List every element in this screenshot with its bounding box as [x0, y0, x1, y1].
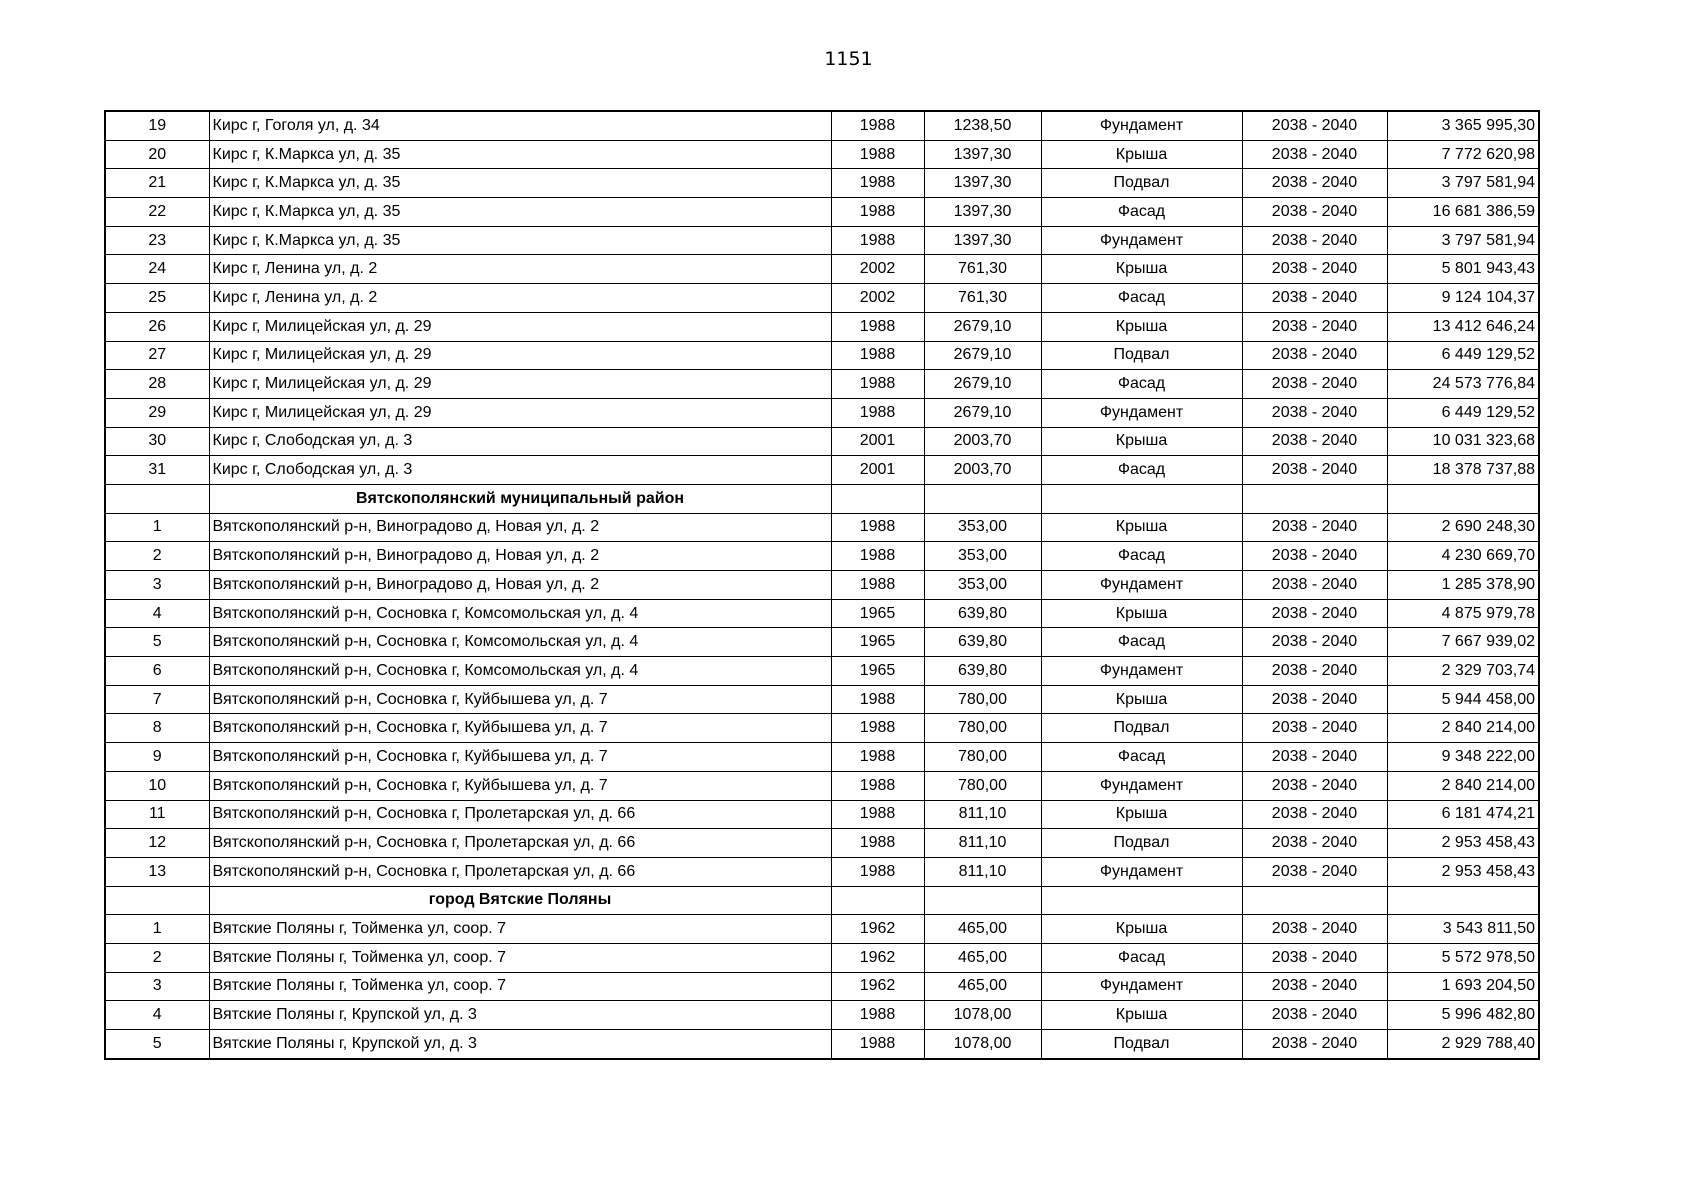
- table-row: [105, 943, 1539, 972]
- work-type-cell: Фундамент: [1041, 398, 1242, 427]
- period-cell: 2038 - 2040: [1242, 800, 1387, 829]
- table-row: [105, 1001, 1539, 1030]
- build-year-cell: 1965: [831, 628, 924, 657]
- empty-cell: [924, 886, 1041, 915]
- build-year-cell: 1965: [831, 599, 924, 628]
- cost-cell: 5 572 978,50: [1387, 943, 1539, 972]
- build-year-cell: 1988: [831, 198, 924, 227]
- work-type-cell: Подвал: [1041, 829, 1242, 858]
- cost-cell: 2 929 788,40: [1387, 1030, 1539, 1059]
- build-year-cell: 1962: [831, 972, 924, 1001]
- work-type-cell: Фасад: [1041, 743, 1242, 772]
- period-cell: 2038 - 2040: [1242, 140, 1387, 169]
- cost-cell: 2 840 214,00: [1387, 771, 1539, 800]
- area-cell: 465,00: [924, 915, 1041, 944]
- work-type-cell: Крыша: [1041, 255, 1242, 284]
- table-row: [105, 427, 1539, 456]
- table-row: [105, 542, 1539, 571]
- build-year-cell: 1988: [831, 1001, 924, 1030]
- area-cell: 2679,10: [924, 370, 1041, 399]
- period-cell: 2038 - 2040: [1242, 915, 1387, 944]
- work-type-cell: Фасад: [1041, 370, 1242, 399]
- period-cell: 2038 - 2040: [1242, 456, 1387, 485]
- row-number: 22: [105, 198, 209, 227]
- cost-cell: 3 797 581,94: [1387, 169, 1539, 198]
- row-number: 30: [105, 427, 209, 456]
- table-row: [105, 456, 1539, 485]
- empty-cell: [1242, 886, 1387, 915]
- period-cell: 2038 - 2040: [1242, 198, 1387, 227]
- address-cell: Кирс г, Слободская ул, д. 3: [209, 456, 831, 485]
- address-cell: Вятскополянский р-н, Виноградово д, Новая ул, д. 2: [209, 542, 831, 571]
- empty-cell: [1242, 484, 1387, 513]
- table-row: [105, 743, 1539, 772]
- cost-cell: 10 031 323,68: [1387, 427, 1539, 456]
- row-number: 27: [105, 341, 209, 370]
- row-number: 19: [105, 111, 209, 140]
- area-cell: 761,30: [924, 255, 1041, 284]
- address-cell: Вятские Поляны г, Тойменка ул, соор. 7: [209, 915, 831, 944]
- table-row: [105, 255, 1539, 284]
- row-number: 10: [105, 771, 209, 800]
- area-cell: 2679,10: [924, 341, 1041, 370]
- area-cell: 1078,00: [924, 1001, 1041, 1030]
- build-year-cell: 1988: [831, 140, 924, 169]
- table-row: [105, 599, 1539, 628]
- build-year-cell: 2001: [831, 427, 924, 456]
- build-year-cell: 1988: [831, 800, 924, 829]
- page-number: 1151: [824, 48, 873, 70]
- address-cell: Кирс г, Ленина ул, д. 2: [209, 284, 831, 313]
- row-number: 20: [105, 140, 209, 169]
- table-row: [105, 198, 1539, 227]
- build-year-cell: 1988: [831, 743, 924, 772]
- section-title: Вятскополянский муниципальный район: [209, 484, 831, 513]
- table-row: [105, 111, 1539, 140]
- area-cell: 2003,70: [924, 427, 1041, 456]
- period-cell: 2038 - 2040: [1242, 169, 1387, 198]
- cost-cell: 3 543 811,50: [1387, 915, 1539, 944]
- table-row: [105, 628, 1539, 657]
- table-row: [105, 972, 1539, 1001]
- cost-cell: 18 378 737,88: [1387, 456, 1539, 485]
- table-row: [105, 571, 1539, 600]
- empty-cell: [924, 484, 1041, 513]
- work-type-cell: Крыша: [1041, 513, 1242, 542]
- work-type-cell: Крыша: [1041, 685, 1242, 714]
- build-year-cell: 1988: [831, 226, 924, 255]
- table-row: [105, 771, 1539, 800]
- period-cell: 2038 - 2040: [1242, 542, 1387, 571]
- period-cell: 2038 - 2040: [1242, 829, 1387, 858]
- cost-cell: 9 124 104,37: [1387, 284, 1539, 313]
- work-type-cell: Крыша: [1041, 599, 1242, 628]
- row-number: 5: [105, 1030, 209, 1059]
- table-row: [105, 857, 1539, 886]
- section-header-row: [105, 886, 1539, 915]
- period-cell: 2038 - 2040: [1242, 255, 1387, 284]
- work-type-cell: Крыша: [1041, 1001, 1242, 1030]
- area-cell: 1078,00: [924, 1030, 1041, 1059]
- cost-cell: 3 365 995,30: [1387, 111, 1539, 140]
- row-number: 13: [105, 857, 209, 886]
- section-title: город Вятские Поляны: [209, 886, 831, 915]
- empty-cell: [1387, 484, 1539, 513]
- address-cell: Кирс г, Ленина ул, д. 2: [209, 255, 831, 284]
- build-year-cell: 1988: [831, 169, 924, 198]
- address-cell: Вятскополянский р-н, Сосновка г, Куйбышева ул, д. 7: [209, 714, 831, 743]
- work-type-cell: Фасад: [1041, 628, 1242, 657]
- empty-cell: [105, 484, 209, 513]
- area-cell: 1397,30: [924, 140, 1041, 169]
- cost-cell: 5 944 458,00: [1387, 685, 1539, 714]
- address-cell: Кирс г, Милицейская ул, д. 29: [209, 341, 831, 370]
- table-row: [105, 829, 1539, 858]
- build-year-cell: 2002: [831, 255, 924, 284]
- address-cell: Вятскополянский р-н, Сосновка г, Пролетарская ул, д. 66: [209, 857, 831, 886]
- period-cell: 2038 - 2040: [1242, 427, 1387, 456]
- period-cell: 2038 - 2040: [1242, 743, 1387, 772]
- cost-cell: 2 329 703,74: [1387, 657, 1539, 686]
- address-cell: Вятскополянский р-н, Сосновка г, Куйбышева ул, д. 7: [209, 771, 831, 800]
- repair-schedule-table: [104, 110, 1540, 1060]
- area-cell: 1397,30: [924, 169, 1041, 198]
- table-row: [105, 800, 1539, 829]
- row-number: 29: [105, 398, 209, 427]
- table-row: [105, 370, 1539, 399]
- table-body: [105, 111, 1539, 1059]
- row-number: 3: [105, 972, 209, 1001]
- area-cell: 1397,30: [924, 226, 1041, 255]
- period-cell: 2038 - 2040: [1242, 657, 1387, 686]
- build-year-cell: 1962: [831, 915, 924, 944]
- table-row: [105, 1030, 1539, 1059]
- build-year-cell: 2001: [831, 456, 924, 485]
- address-cell: Вятские Поляны г, Тойменка ул, соор. 7: [209, 972, 831, 1001]
- row-number: 6: [105, 657, 209, 686]
- address-cell: Вятскополянский р-н, Сосновка г, Пролетарская ул, д. 66: [209, 800, 831, 829]
- area-cell: 780,00: [924, 743, 1041, 772]
- cost-cell: 2 840 214,00: [1387, 714, 1539, 743]
- address-cell: Вятскополянский р-н, Сосновка г, Комсомольская ул, д. 4: [209, 628, 831, 657]
- row-number: 9: [105, 743, 209, 772]
- cost-cell: 4 875 979,78: [1387, 599, 1539, 628]
- address-cell: Кирс г, Милицейская ул, д. 29: [209, 370, 831, 399]
- empty-cell: [105, 886, 209, 915]
- table-row: [105, 657, 1539, 686]
- build-year-cell: 1988: [831, 571, 924, 600]
- area-cell: 639,80: [924, 599, 1041, 628]
- area-cell: 2679,10: [924, 398, 1041, 427]
- empty-cell: [831, 484, 924, 513]
- cost-cell: 1 693 204,50: [1387, 972, 1539, 1001]
- row-number: 24: [105, 255, 209, 284]
- row-number: 5: [105, 628, 209, 657]
- table-row: [105, 714, 1539, 743]
- address-cell: Вятские Поляны г, Крупской ул, д. 3: [209, 1030, 831, 1059]
- work-type-cell: Фундамент: [1041, 657, 1242, 686]
- period-cell: 2038 - 2040: [1242, 628, 1387, 657]
- row-number: 1: [105, 513, 209, 542]
- cost-cell: 9 348 222,00: [1387, 743, 1539, 772]
- cost-cell: 6 449 129,52: [1387, 398, 1539, 427]
- build-year-cell: 1988: [831, 714, 924, 743]
- row-number: 23: [105, 226, 209, 255]
- empty-cell: [1387, 886, 1539, 915]
- work-type-cell: Фасад: [1041, 284, 1242, 313]
- address-cell: Кирс г, К.Маркса ул, д. 35: [209, 140, 831, 169]
- period-cell: 2038 - 2040: [1242, 1001, 1387, 1030]
- address-cell: Вятскополянский р-н, Сосновка г, Комсомольская ул, д. 4: [209, 599, 831, 628]
- build-year-cell: 1988: [831, 398, 924, 427]
- row-number: 2: [105, 542, 209, 571]
- area-cell: 465,00: [924, 972, 1041, 1001]
- area-cell: 353,00: [924, 542, 1041, 571]
- work-type-cell: Подвал: [1041, 714, 1242, 743]
- work-type-cell: Фасад: [1041, 542, 1242, 571]
- address-cell: Вятскополянский р-н, Виноградово д, Новая ул, д. 2: [209, 571, 831, 600]
- period-cell: 2038 - 2040: [1242, 714, 1387, 743]
- cost-cell: 2 953 458,43: [1387, 857, 1539, 886]
- build-year-cell: 1988: [831, 771, 924, 800]
- build-year-cell: 1988: [831, 341, 924, 370]
- address-cell: Вятскополянский р-н, Сосновка г, Куйбышева ул, д. 7: [209, 685, 831, 714]
- cost-cell: 6 449 129,52: [1387, 341, 1539, 370]
- address-cell: Кирс г, Слободская ул, д. 3: [209, 427, 831, 456]
- address-cell: Кирс г, К.Маркса ул, д. 35: [209, 226, 831, 255]
- row-number: 21: [105, 169, 209, 198]
- row-number: 8: [105, 714, 209, 743]
- area-cell: 1397,30: [924, 198, 1041, 227]
- area-cell: 465,00: [924, 943, 1041, 972]
- table-row: [105, 284, 1539, 313]
- address-cell: Вятскополянский р-н, Виноградово д, Новая ул, д. 2: [209, 513, 831, 542]
- table-row: [105, 915, 1539, 944]
- work-type-cell: Фундамент: [1041, 857, 1242, 886]
- build-year-cell: 1988: [831, 312, 924, 341]
- row-number: 4: [105, 599, 209, 628]
- work-type-cell: Фундамент: [1041, 571, 1242, 600]
- build-year-cell: 1962: [831, 943, 924, 972]
- cost-cell: 5 801 943,43: [1387, 255, 1539, 284]
- build-year-cell: 1988: [831, 829, 924, 858]
- period-cell: 2038 - 2040: [1242, 513, 1387, 542]
- cost-cell: 7 667 939,02: [1387, 628, 1539, 657]
- period-cell: 2038 - 2040: [1242, 341, 1387, 370]
- work-type-cell: Крыша: [1041, 800, 1242, 829]
- period-cell: 2038 - 2040: [1242, 685, 1387, 714]
- empty-cell: [1041, 886, 1242, 915]
- area-cell: 811,10: [924, 800, 1041, 829]
- work-type-cell: Фундамент: [1041, 771, 1242, 800]
- build-year-cell: 1965: [831, 657, 924, 686]
- period-cell: 2038 - 2040: [1242, 312, 1387, 341]
- period-cell: 2038 - 2040: [1242, 857, 1387, 886]
- address-cell: Вятскополянский р-н, Сосновка г, Пролетарская ул, д. 66: [209, 829, 831, 858]
- work-type-cell: Фасад: [1041, 198, 1242, 227]
- address-cell: Кирс г, Милицейская ул, д. 29: [209, 312, 831, 341]
- build-year-cell: 1988: [831, 685, 924, 714]
- build-year-cell: 1988: [831, 370, 924, 399]
- cost-cell: 4 230 669,70: [1387, 542, 1539, 571]
- table-row: [105, 685, 1539, 714]
- work-type-cell: Фундамент: [1041, 226, 1242, 255]
- work-type-cell: Фасад: [1041, 456, 1242, 485]
- address-cell: Кирс г, К.Маркса ул, д. 35: [209, 169, 831, 198]
- period-cell: 2038 - 2040: [1242, 972, 1387, 1001]
- period-cell: 2038 - 2040: [1242, 370, 1387, 399]
- area-cell: 811,10: [924, 857, 1041, 886]
- period-cell: 2038 - 2040: [1242, 398, 1387, 427]
- period-cell: 2038 - 2040: [1242, 571, 1387, 600]
- area-cell: 353,00: [924, 571, 1041, 600]
- work-type-cell: Фундамент: [1041, 972, 1242, 1001]
- address-cell: Вятскополянский р-н, Сосновка г, Куйбышева ул, д. 7: [209, 743, 831, 772]
- table-row: [105, 312, 1539, 341]
- period-cell: 2038 - 2040: [1242, 111, 1387, 140]
- build-year-cell: 1988: [831, 857, 924, 886]
- row-number: 25: [105, 284, 209, 313]
- table-row: [105, 226, 1539, 255]
- cost-cell: 5 996 482,80: [1387, 1001, 1539, 1030]
- cost-cell: 13 412 646,24: [1387, 312, 1539, 341]
- cost-cell: 24 573 776,84: [1387, 370, 1539, 399]
- table-row: [105, 169, 1539, 198]
- address-cell: Кирс г, Гоголя ул, д. 34: [209, 111, 831, 140]
- row-number: 2: [105, 943, 209, 972]
- row-number: 11: [105, 800, 209, 829]
- row-number: 28: [105, 370, 209, 399]
- area-cell: 1238,50: [924, 111, 1041, 140]
- period-cell: 2038 - 2040: [1242, 226, 1387, 255]
- table-row: [105, 398, 1539, 427]
- work-type-cell: Фундамент: [1041, 111, 1242, 140]
- row-number: 12: [105, 829, 209, 858]
- cost-cell: 2 690 248,30: [1387, 513, 1539, 542]
- address-cell: Вятские Поляны г, Крупской ул, д. 3: [209, 1001, 831, 1030]
- area-cell: 780,00: [924, 771, 1041, 800]
- empty-cell: [831, 886, 924, 915]
- work-type-cell: Крыша: [1041, 312, 1242, 341]
- row-number: 31: [105, 456, 209, 485]
- period-cell: 2038 - 2040: [1242, 599, 1387, 628]
- area-cell: 811,10: [924, 829, 1041, 858]
- cost-cell: 7 772 620,98: [1387, 140, 1539, 169]
- address-cell: Вятскополянский р-н, Сосновка г, Комсомольская ул, д. 4: [209, 657, 831, 686]
- period-cell: 2038 - 2040: [1242, 771, 1387, 800]
- cost-cell: 2 953 458,43: [1387, 829, 1539, 858]
- area-cell: 639,80: [924, 657, 1041, 686]
- area-cell: 639,80: [924, 628, 1041, 657]
- work-type-cell: Крыша: [1041, 140, 1242, 169]
- row-number: 3: [105, 571, 209, 600]
- row-number: 26: [105, 312, 209, 341]
- build-year-cell: 1988: [831, 1030, 924, 1059]
- address-cell: Кирс г, Милицейская ул, д. 29: [209, 398, 831, 427]
- work-type-cell: Крыша: [1041, 915, 1242, 944]
- period-cell: 2038 - 2040: [1242, 284, 1387, 313]
- build-year-cell: 2002: [831, 284, 924, 313]
- area-cell: 2679,10: [924, 312, 1041, 341]
- cost-cell: 1 285 378,90: [1387, 571, 1539, 600]
- cost-cell: 16 681 386,59: [1387, 198, 1539, 227]
- section-header-row: [105, 484, 1539, 513]
- work-type-cell: Подвал: [1041, 1030, 1242, 1059]
- row-number: 1: [105, 915, 209, 944]
- table-row: [105, 140, 1539, 169]
- area-cell: 761,30: [924, 284, 1041, 313]
- work-type-cell: Фасад: [1041, 943, 1242, 972]
- row-number: 4: [105, 1001, 209, 1030]
- empty-cell: [1041, 484, 1242, 513]
- work-type-cell: Подвал: [1041, 169, 1242, 198]
- build-year-cell: 1988: [831, 542, 924, 571]
- address-cell: Кирс г, К.Маркса ул, д. 35: [209, 198, 831, 227]
- work-type-cell: Подвал: [1041, 341, 1242, 370]
- build-year-cell: 1988: [831, 513, 924, 542]
- area-cell: 780,00: [924, 714, 1041, 743]
- period-cell: 2038 - 2040: [1242, 1030, 1387, 1059]
- table-row: [105, 513, 1539, 542]
- build-year-cell: 1988: [831, 111, 924, 140]
- cost-cell: 3 797 581,94: [1387, 226, 1539, 255]
- period-cell: 2038 - 2040: [1242, 943, 1387, 972]
- cost-cell: 6 181 474,21: [1387, 800, 1539, 829]
- table-row: [105, 341, 1539, 370]
- area-cell: 353,00: [924, 513, 1041, 542]
- address-cell: Вятские Поляны г, Тойменка ул, соор. 7: [209, 943, 831, 972]
- area-cell: 2003,70: [924, 456, 1041, 485]
- row-number: 7: [105, 685, 209, 714]
- area-cell: 780,00: [924, 685, 1041, 714]
- work-type-cell: Крыша: [1041, 427, 1242, 456]
